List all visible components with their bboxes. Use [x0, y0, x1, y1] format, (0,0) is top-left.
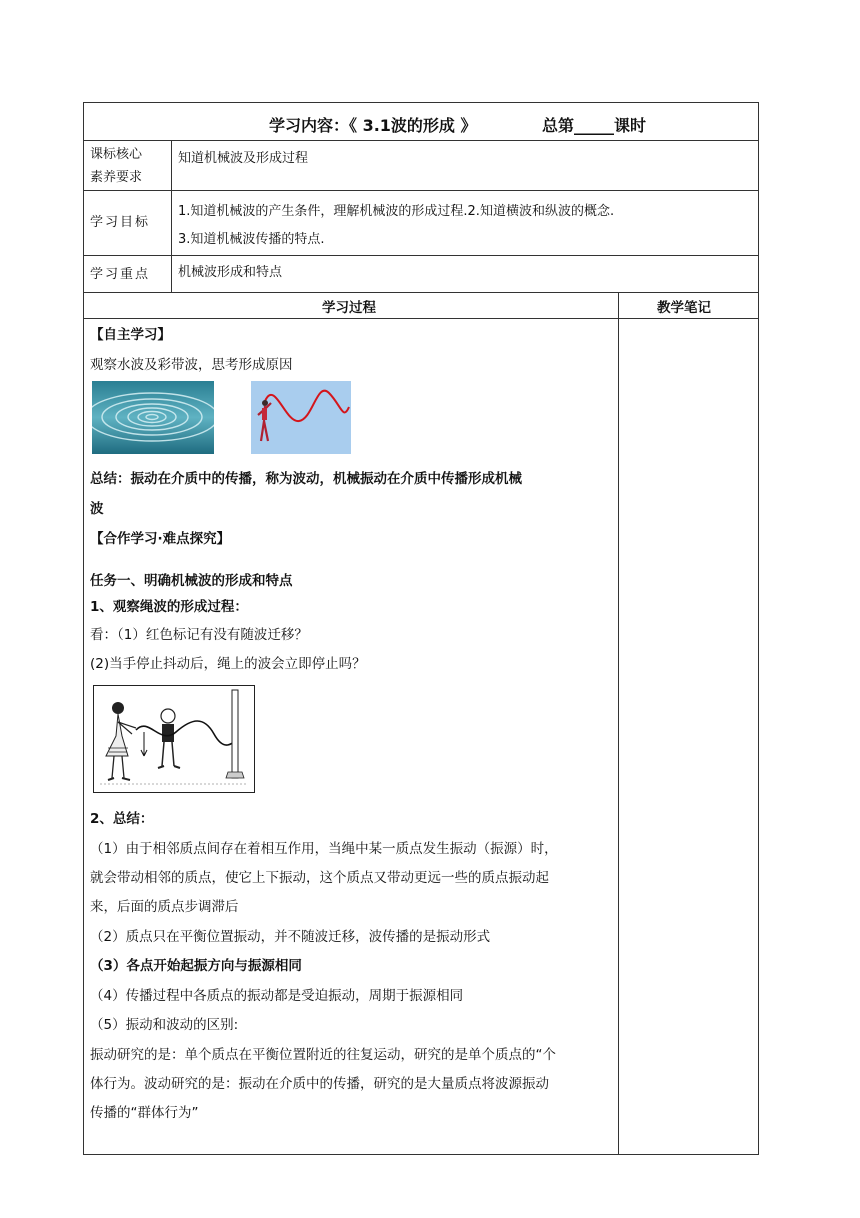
self-study-text: 观察水波及彩带波，思考形成原因: [90, 357, 293, 373]
point-1-line-2: 就会带动相邻的质点，使它上下振动，这个质点又带动更远一些的质点振动起: [90, 870, 549, 886]
point-5: （5）振动和波动的区别:: [90, 1017, 239, 1033]
focus-label: 学习重点: [90, 267, 151, 282]
question-1: 看：（1）红色标记有没有随波迁移？: [90, 627, 308, 643]
notes-column-header: 教学笔记: [657, 300, 711, 316]
label-divider: [171, 141, 172, 293]
self-study-heading: 【自主学习】: [90, 327, 171, 343]
notes-divider: [618, 293, 619, 1155]
info-row-focus: [84, 256, 758, 293]
lesson-period: 总第_____课时: [542, 116, 647, 135]
point-1-line-1: （1）由于相邻质点间存在着相互作用，当绳中某一质点发生振动（振源）时，: [90, 841, 558, 857]
point-6-line-1: 振动研究的是：单个质点在平衡位置附近的往复运动，研究的是单个质点的“个: [90, 1047, 556, 1063]
rope-wave-illustration: [93, 685, 255, 793]
goals-label: 学习目标: [90, 215, 151, 230]
goals-line-1: 1.知道机械波的产生条件，理解机械波的形成过程.2.知道横波和纵波的概念.: [178, 204, 615, 219]
point-4: （4）传播过程中各质点的振动都是受迫振动，周期于振源相同: [90, 988, 464, 1004]
standards-value: 知道机械波及形成过程: [178, 151, 309, 166]
summary-2-heading: 2、总结：: [90, 811, 154, 827]
summary-line-2: 波: [90, 501, 104, 517]
question-2: (2)当手停止抖动后，绳上的波会立即停止吗？: [90, 656, 366, 672]
standards-label: 课标核心 素养要求: [90, 147, 143, 185]
info-row-standards: [84, 141, 758, 191]
task-1-heading: 任务一、明确机械波的形成和特点: [90, 573, 293, 589]
focus-value: 机械波形成和特点: [178, 265, 283, 280]
lesson-title: [84, 103, 758, 141]
summary-line-1: 总结：振动在介质中的传播，称为波动，机械振动在介质中传播形成机械: [90, 471, 522, 487]
point-2: （2）质点只在平衡位置振动，并不随波迁移，波传播的是振动形式: [90, 929, 491, 945]
point-6-line-3: 传播的“群体行为”: [90, 1105, 199, 1121]
info-row-goals: [84, 191, 758, 256]
water-wave-image: [92, 381, 214, 454]
title-row: [84, 103, 758, 141]
point-6-line-2: 体行为。波动研究的是：振动在介质中的传播，研究的是大量质点将波源振动: [90, 1076, 549, 1092]
point-3: （3）各点开始起振方向与振源相同: [90, 958, 302, 974]
coop-study-heading: 【合作学习·难点探究】: [90, 531, 231, 547]
goals-line-2: 3.知道机械波传播的特点.: [178, 232, 325, 247]
ribbon-wave-image: [251, 381, 351, 454]
lesson-table: [83, 102, 759, 1155]
point-1-line-3: 来，后面的质点步调滞后: [90, 899, 239, 915]
lesson-topic: 学习内容：《 3.1波的形成 》: [269, 116, 477, 135]
process-column-header: 学习过程: [322, 300, 376, 316]
observe-heading: 1、观察绳波的形成过程：: [90, 599, 248, 615]
